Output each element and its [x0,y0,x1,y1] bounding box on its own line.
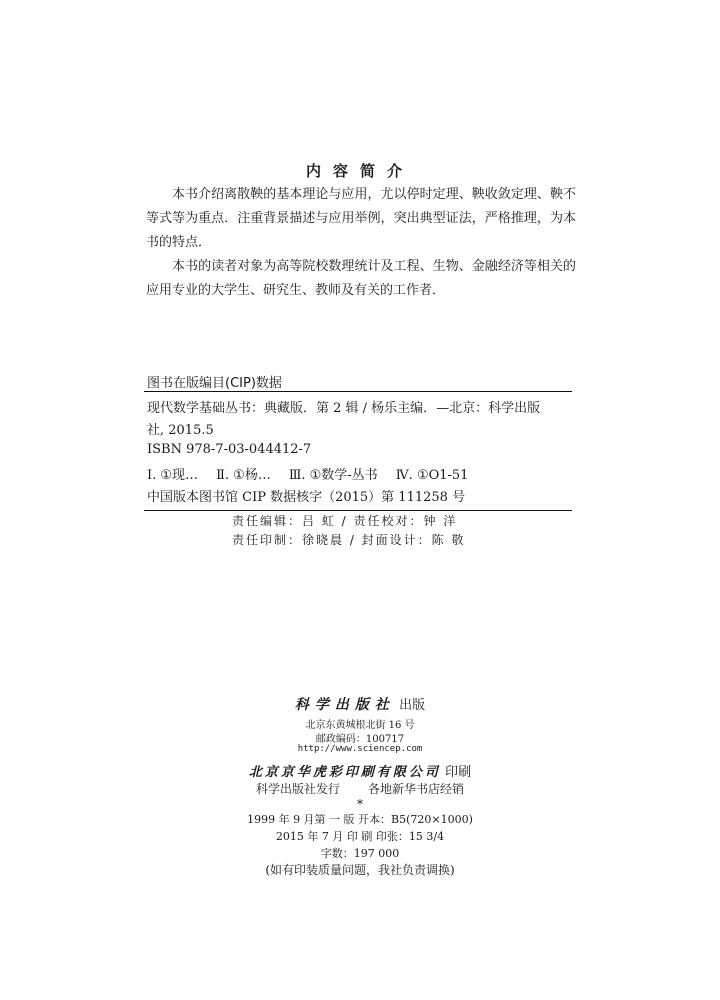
distribution-retail: 各地新华书店经销 [368,782,465,796]
cip-record-number: 中国版本图书馆 CIP 数据核字（2015）第 111258 号 [147,490,466,505]
cip-isbn: ISBN 978-7-03-044412-7 [147,442,312,457]
cip-class-item: Ⅰ. ①现… [147,468,199,483]
abstract-paragraph-1: 本书介绍离散鞅的基本理论与应用，尤以停时定理、鞅收敛定理、鞅不等式等为重点．注重背景描述与应用举例，突出典型证法，严格推理，为本书的特点． [146,187,576,250]
word-count: 字数：197 000 [320,847,400,860]
printer-suffix: 印刷 [445,765,472,780]
publisher-url: http://www.sciencep.com [297,744,423,754]
quality-notice: (如有印装质量问题，我社负责调换) [265,863,455,877]
cip-class-item: Ⅲ. ①数学-丛书 [288,468,378,483]
publisher-address: 北京东黄城根北街 16 号 [305,720,415,731]
cip-class-item: Ⅳ. ①O1-51 [395,468,469,483]
separator-asterisk: * [357,797,363,811]
publisher-suffix: 出版 [399,698,426,713]
cip-title-line-continued: 社, 2015.5 [147,423,214,438]
staff-credits-line-2: 责任印制：徐晓晨 / 封面设计：陈 敬 [232,533,466,547]
publisher-postcode: 邮政编码：100717 [315,734,405,745]
publisher-name: 科学出版社 [294,697,395,713]
cip-classification [147,464,567,483]
printer-name: 北京京华虎彩印刷有限公司 [248,765,441,780]
edition-line-1: 1999 年 9 月第 一 版 开本：B5(720×1000) [247,813,473,826]
distribution-line [0,780,720,797]
distribution-publisher: 科学出版社发行 [255,782,340,796]
staff-credits-line-1: 责任编辑：吕 虹 / 责任校对：钟 洋 [232,514,458,528]
cip-class-item: Ⅱ. ①杨… [216,468,271,483]
abstract-title: 内容简介 [305,162,414,180]
abstract-paragraph-2: 本书的读者对象为高等院校数理统计及工程、生物、金融经济等相关的应用专业的大学生、研究生、教师及有关的工作者． [146,259,576,298]
printer-line [0,761,720,780]
cip-top-rule [144,391,572,392]
cip-bottom-rule [144,510,572,511]
edition-line-2: 2015 年 7 月 印 刷 印张：15 3/4 [275,830,445,843]
publisher-line [0,694,720,714]
cip-title-line: 现代数学基础丛书：典藏版．第 2 辑 / 杨乐主编．—北京：科学出版 [147,401,541,416]
cip-heading: 图书在版编目(CIP)数据 [147,376,282,391]
